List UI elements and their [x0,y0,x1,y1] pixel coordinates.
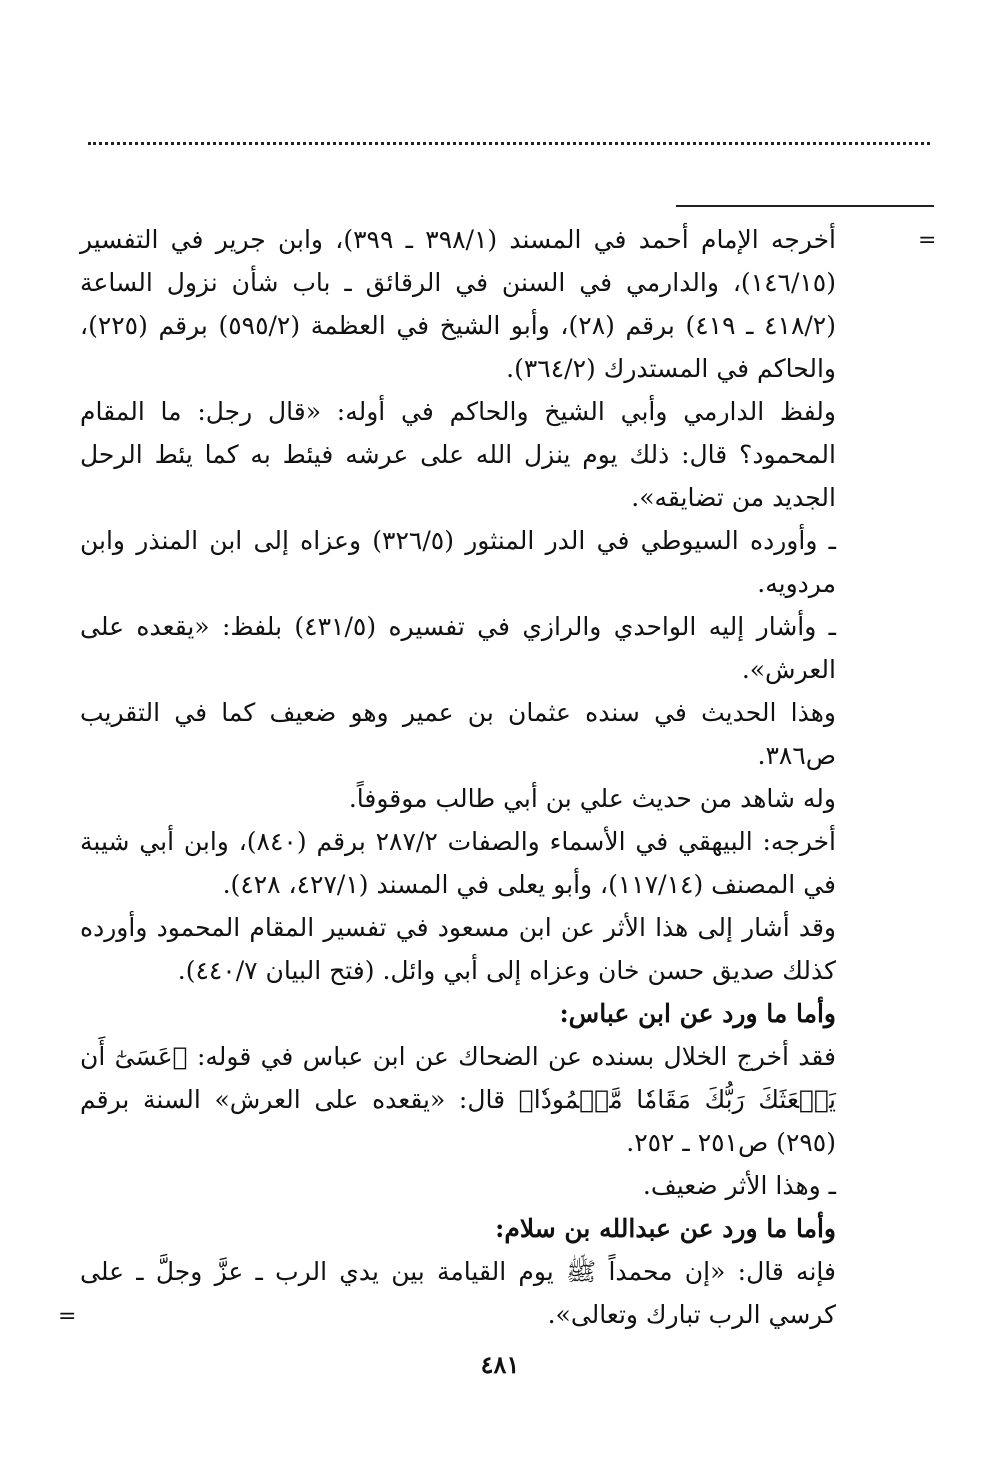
footnote-paragraph: وقد أشار إلى هذا الأثر عن ابن مسعود في تفسير المقام المحمود وأورده كذلك صديق حسن خان وعزاه إلى أبي وائل. (فتح البيان ٤٤٠/٧). [80,913,836,985]
section-heading-ibn-abbas: وأما ما ورد عن ابن عباس: [559,999,836,1028]
footnote-paragraph: وله شاهد من حديث علي بن أبي طالب موقوفاً. [348,784,836,813]
page-number: ٤٨١ [480,1350,520,1379]
section-heading-abdullah-bin-salam: وأما ما ورد عن عبدالله بن سلام: [495,1214,836,1243]
continuation-mark-top: = [918,228,937,253]
footnote-paragraph: ـ وهذا الأثر ضعيف. [642,1171,836,1200]
footnote-paragraph: أخرجه: البيهقي في الأسماء والصفات ٢٨٧/٢ برقم (٨٤٠)، وابن أبي شيبة في المصنف (١١٧/١٤)، وأبو يعلى في المسند (٤٢٧/١، ٤٢٨). [80,827,836,899]
footnote-paragraph: ـ وأورده السيوطي في الدر المنثور (٣٢٦/٥) وعزاه إلى ابن المنذر وابن مردويه. [80,526,836,598]
footnote-paragraph: أخرجه الإمام أحمد في المسند (٣٩٨/١ ـ ٣٩٩)، وابن جرير في التفسير (١٤٦/١٥)، والدارمي في السنن في الرقائق ـ باب شأن نزول الساعة (٤١٨/٢ ـ ٤١٩) برقم (٢٨)، وأبو الشيخ في العظمة (٥٩٥/٢) برقم (٢٢٥)، والحاكم في المستدرك (٣٦٤/٢). [80,225,836,383]
top-dotted-separator [88,142,930,145]
footnote-rule [676,205,934,207]
continuation-mark-bottom: = [58,1304,77,1329]
footnote-text [80,218,836,1336]
footnote-paragraph: ولفظ الدارمي وأبي الشيخ والحاكم في أوله: «قال رجل: ما المقام المحمود؟ قال: ذلك يوم ينزل الله على عرشه فيئط به كما يئط الرحل الجديد من تضايقه». [80,397,836,512]
footnote-paragraph: فإنه قال: «إن محمداً ﷺ يوم القيامة بين يدي الرب ـ عزَّ وجلَّ ـ على كرسي الرب تبارك وتعالى». [80,1257,836,1329]
footnote-paragraph: ـ وأشار إليه الواحدي والرازي في تفسيره (٤٣١/٥) بلفظ: «يقعده على العرش». [80,612,836,684]
footnote-paragraph: وهذا الحديث في سنده عثمان بن عمير وهو ضعيف كما في التقريب ص٣٨٦. [80,698,836,770]
footnote-paragraph: فقد أخرج الخلال بسنده عن الضحاك عن ابن عباس في قوله: ﴿عَسَىٰٓ أَن يَبۡعَثَكَ رَبُّكَ مَقَامٗا مَّحۡمُودٗا﴾ قال: «يقعده على العرش» السنة برقم (٢٩٥) ص٢٥١ ـ ٢٥٢. [80,1042,836,1157]
